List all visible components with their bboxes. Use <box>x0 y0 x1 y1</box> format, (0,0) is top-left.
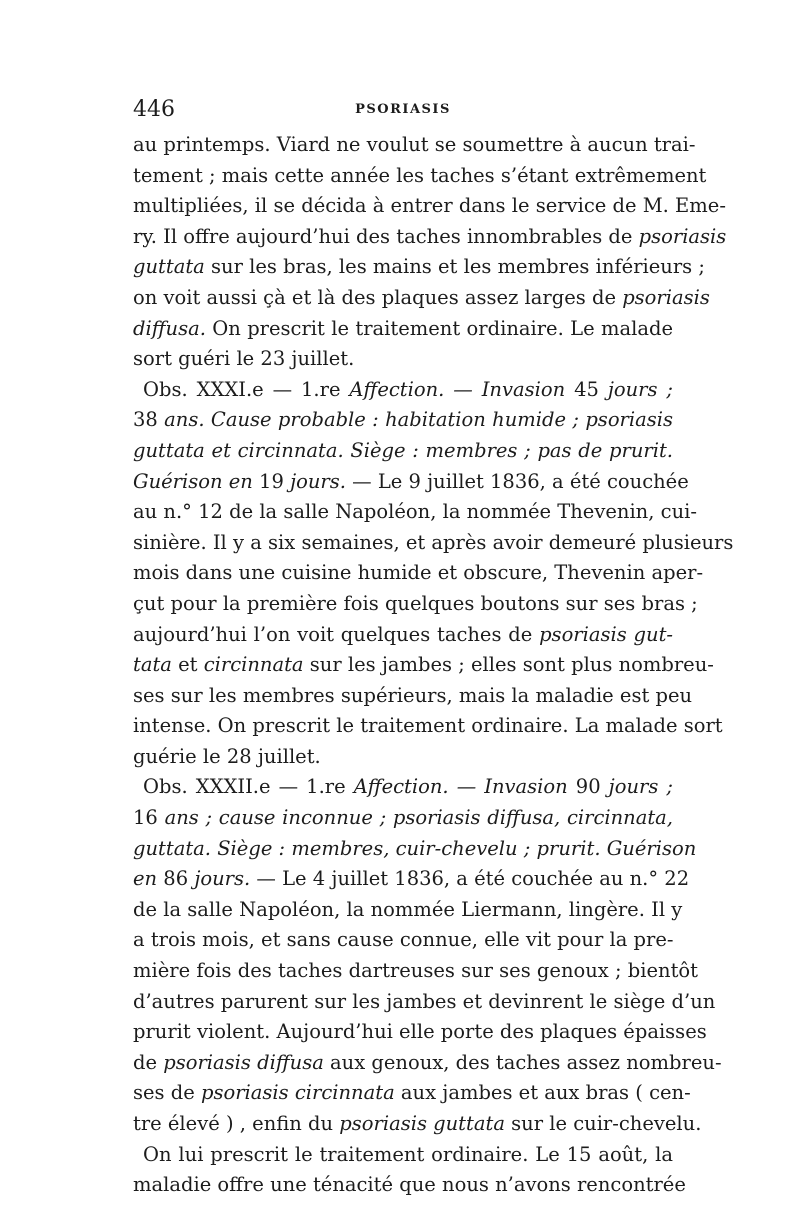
text-segment: tement ; mais cette année les taches s’étant extrêmement <box>133 163 707 187</box>
text-segment: sinière. Il y a six semaines, et après avoir demeuré plusieurs <box>133 530 734 554</box>
italic-text-segment: psoriasis guttata <box>339 1112 505 1135</box>
text-segment: tre élevé ) , enfin du <box>133 1112 340 1135</box>
text-segment: 90 <box>567 775 609 799</box>
text-segment: 45 <box>565 377 608 401</box>
text-line <box>133 925 673 956</box>
text-segment: aujourd’hui l’on voit quelques taches de <box>133 622 540 646</box>
text-line <box>133 895 683 926</box>
text-segment: 16 <box>133 806 165 830</box>
text-segment: on voit aussi çà et là des plaques assez larges de <box>133 285 623 309</box>
text-segment: prurit violent. Aujourd’hui elle porte des plaques épaisses <box>133 1020 707 1044</box>
text-segment: On prescrit le traitement ordinaire. Le malade <box>205 316 673 340</box>
text-line <box>133 1048 722 1079</box>
text-line <box>133 956 698 987</box>
text-segment: 38 <box>133 408 165 432</box>
text-line <box>133 1017 707 1048</box>
text-segment: multipliées, il se décida à entrer dans le service de M. Eme- <box>133 194 726 218</box>
text-segment: de <box>133 1050 164 1074</box>
text-segment: au printemps. Viard ne voulut se soumettre à aucun trai- <box>133 133 696 156</box>
text-line <box>133 1140 673 1171</box>
text-segment: çut pour la première fois quelques boutons sur ses bras ; <box>133 591 698 615</box>
text-segment: guérie le 28 juillet. <box>133 744 321 768</box>
text-segment: sur les bras, les mains et les membres inférieurs ; <box>204 255 705 279</box>
text-segment: — Le 9 juillet 1836, a été couchée <box>345 469 689 493</box>
text-line <box>133 1170 686 1201</box>
text-line <box>133 1078 691 1109</box>
text-line <box>133 344 673 375</box>
italic-text-segment: tata <box>133 653 172 677</box>
text-line <box>133 864 690 895</box>
text-segment: aux jambes et aux bras ( cen- <box>394 1081 691 1105</box>
text-line <box>133 558 704 589</box>
text-line <box>133 650 714 681</box>
italic-text-segment: guttata <box>133 255 205 279</box>
page-header <box>133 96 673 124</box>
body-text <box>133 130 734 1201</box>
text-line <box>133 405 673 436</box>
italic-text-segment: Affection. — Invasion <box>353 775 568 799</box>
text-line <box>133 252 705 283</box>
text-line <box>133 589 698 620</box>
text-line <box>133 130 696 161</box>
italic-text-segment: psoriasis gut- <box>539 622 673 646</box>
text-segment: au n.° 12 de la salle Napoléon, la nommée Thevenin, cui- <box>133 500 697 524</box>
text-line <box>133 314 673 345</box>
running-title: PSORIASIS <box>355 102 451 117</box>
text-line <box>133 467 689 498</box>
italic-text-segment: psoriasis diffusa <box>163 1050 324 1074</box>
italic-text-segment: psoriasis <box>622 285 710 309</box>
text-segment: a trois mois, et sans cause connue, elle vit pour la pre- <box>133 928 674 952</box>
text-line <box>133 528 734 559</box>
text-line <box>133 161 707 192</box>
text-segment: maladie offre une ténacité que nous n’avons rencontrée <box>133 1173 686 1197</box>
text-line <box>133 222 727 253</box>
italic-text-segment: psoriasis circinnata <box>200 1081 395 1105</box>
text-line <box>133 711 723 742</box>
italic-text-segment: diffusa. <box>133 316 206 340</box>
text-line <box>133 283 710 314</box>
text-segment: intense. On prescrit le traitement ordinaire. La malade sort <box>133 714 723 738</box>
italic-text-segment: ans. Cause probable : habitation humide ; psoriasis <box>164 408 673 432</box>
text-segment: mière fois des taches dartreuses sur ses genoux ; bientôt <box>133 959 698 983</box>
italic-text-segment: psoriasis <box>638 224 727 248</box>
italic-text-segment: Affection. — Invasion <box>349 377 566 401</box>
text-segment: de la salle Napoléon, la nommée Liermann, lingère. Il y <box>133 897 683 921</box>
text-segment: ry. Il offre aujourd’hui des taches innombrables de <box>133 224 639 248</box>
text-segment: d’autres parurent sur les jambes et devinrent le siège d’un <box>133 989 716 1013</box>
text-line <box>133 620 673 651</box>
text-segment: sort guéri le 23 juillet. <box>133 347 355 371</box>
text-line <box>133 436 673 467</box>
italic-text-segment: guttata. Siège : membres, cuir-chevelu ; prurit. Guérison <box>133 836 697 860</box>
book-page <box>133 96 734 1201</box>
italic-text-segment: guttata et circinnata. Siège : membres ; pas de prurit. <box>133 438 673 462</box>
italic-text-segment: jours ; <box>608 775 673 799</box>
text-line <box>133 1109 702 1140</box>
italic-text-segment: jours. <box>194 867 251 891</box>
italic-text-segment: jours. <box>290 469 346 493</box>
text-segment: sur le cuir-chevelu. <box>504 1112 702 1135</box>
text-line <box>133 191 726 222</box>
text-line <box>133 803 673 834</box>
text-segment: ses de <box>133 1081 201 1105</box>
text-segment: 19 <box>252 469 291 493</box>
italic-text-segment: Guérison en <box>133 469 253 493</box>
text-line <box>133 497 697 528</box>
text-segment: ses sur les membres supérieurs, mais la maladie est peu <box>133 683 693 707</box>
text-segment: — Le 4 juillet 1836, a été couchée au n.° 22 <box>250 867 690 891</box>
page-number: 446 <box>133 97 175 122</box>
text-line <box>133 772 673 803</box>
text-segment: 86 <box>157 867 195 891</box>
text-line <box>133 987 716 1018</box>
text-line <box>133 834 697 865</box>
italic-text-segment: en <box>133 867 158 891</box>
text-line <box>133 742 673 773</box>
text-segment: et <box>171 653 204 677</box>
text-segment: mois dans une cuisine humide et obscure, Thevenin aper- <box>133 561 704 585</box>
text-segment: sur les jambes ; elles sont plus nombreu- <box>303 653 714 677</box>
text-segment: Obs. XXXI.e — 1.re <box>143 377 350 401</box>
text-line <box>133 375 673 406</box>
text-segment: On lui prescrit le traitement ordinaire. Le 15 août, la <box>143 1142 673 1166</box>
text-segment: aux genoux, des taches assez nombreu- <box>323 1050 722 1074</box>
text-line <box>133 681 693 712</box>
italic-text-segment: jours ; <box>607 377 673 401</box>
italic-text-segment: circinnata <box>203 653 304 677</box>
italic-text-segment: ans ; cause inconnue ; psoriasis diffusa, circinnata, <box>164 806 673 830</box>
text-segment: Obs. XXXII.e — 1.re <box>143 775 354 799</box>
